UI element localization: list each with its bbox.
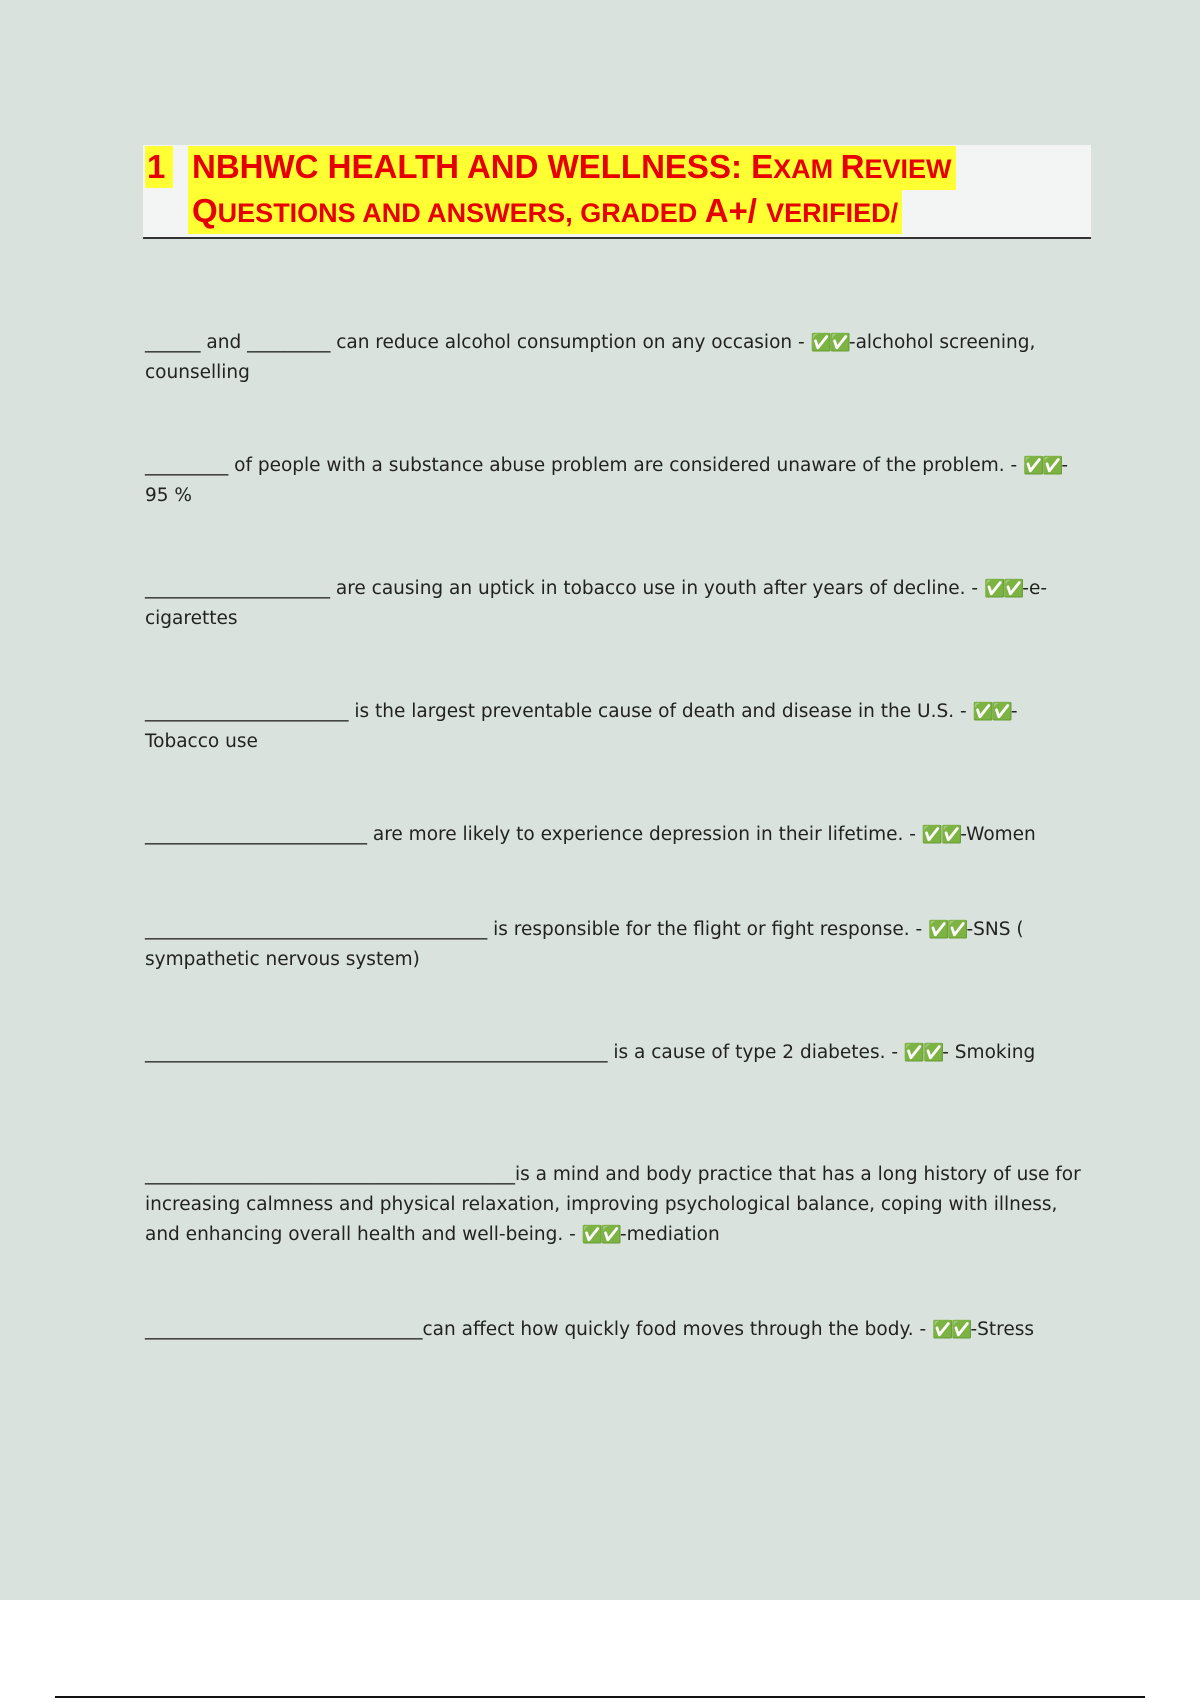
question-item: [145, 1315, 1090, 1345]
footer-divider: [55, 1696, 1145, 1698]
double-check-icon: ✅✅: [928, 920, 967, 940]
question-prompt: _________ of people with a substance abuse problem are considered unaware of the problem. -: [145, 455, 1024, 476]
question-prompt: _____________________________________ is responsible for the flight or fight response. -: [145, 919, 929, 940]
question-prompt: __________________________________________________ is a cause of type 2 diabetes. -: [145, 1042, 904, 1063]
question-answer: -SNS ( sympathetic nervous system): [145, 919, 1030, 970]
question-answer: - 95 %: [145, 455, 1074, 506]
double-check-icon: ✅✅: [983, 579, 1023, 599]
question-item: [145, 328, 1090, 388]
question-item: [145, 820, 1090, 850]
question-prompt: ________________________ are more likely to experience depression in their lifetime. -: [145, 824, 922, 845]
question-prompt: ______________________ is the largest preventable cause of death and disease in the U.S. -: [145, 701, 973, 722]
question-item: [145, 915, 1090, 975]
page-title-line-2: QUESTIONS AND ANSWERS, GRADED A+/ VERIFIED/: [188, 190, 902, 234]
question-answer: -e-cigarettes: [145, 578, 1048, 629]
double-check-icon: ✅✅: [1023, 456, 1062, 476]
double-check-icon: ✅✅: [810, 333, 849, 353]
double-check-icon: ✅✅: [932, 1320, 971, 1340]
question-prompt: ____________________ are causing an uptick in tobacco use in youth after years of decline. -: [145, 578, 984, 599]
page-title-line-1: NBHWC HEALTH AND WELLNESS: EXAM REVIEW: [188, 146, 956, 190]
double-check-icon: ✅✅: [972, 702, 1011, 722]
double-check-icon: ✅✅: [921, 825, 961, 845]
question-item: [145, 1038, 1090, 1068]
question-answer: -Stress: [970, 1319, 1034, 1340]
question-prompt: ________________________________________is a mind and body practice that has a long history of use for increasing calmness and physical relaxation, improving psychological balance, coping with illness, and enhancing overall health and well-being. -: [145, 1164, 1087, 1245]
question-prompt: ______ and _________ can reduce alcohol consumption on any occasion -: [145, 332, 811, 353]
question-answer: -Women: [960, 824, 1036, 845]
question-item: [145, 451, 1090, 511]
question-prompt: ______________________________can affect how quickly food moves through the body. -: [145, 1319, 933, 1340]
question-item: [145, 1160, 1090, 1250]
double-check-icon: ✅✅: [903, 1043, 943, 1063]
question-item: [145, 697, 1090, 757]
question-answer: - Smoking: [942, 1042, 1036, 1063]
question-answer: -mediation: [619, 1224, 720, 1245]
heading-number: 1: [145, 146, 173, 188]
double-check-icon: ✅✅: [581, 1225, 620, 1245]
question-answer: - Tobacco use: [145, 701, 1024, 752]
question-answer: -alchohol screening, counselling: [145, 332, 1042, 383]
question-item: [145, 574, 1090, 634]
